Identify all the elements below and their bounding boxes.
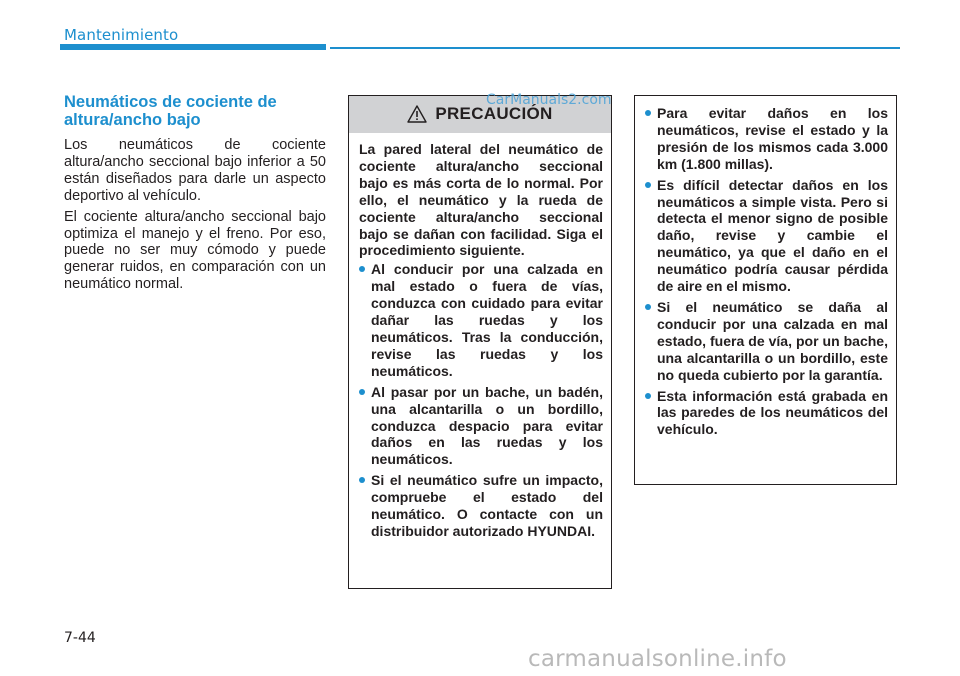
- watermark-top: CarManuals2.com: [486, 92, 612, 108]
- section-heading: Neumáticos de cociente de altura/ancho bajo: [64, 93, 277, 129]
- page-number: 7-44: [64, 630, 96, 646]
- body-paragraph-1: Los neumáticos de cociente altura/ancho seccional bajo inferior a 50 están diseñados para darle un aspecto deportivo al vehículo.: [64, 137, 326, 204]
- watermark-bottom: carmanualsonline.info: [528, 646, 787, 672]
- bullet-dot-icon: [645, 110, 651, 116]
- list-item: [645, 105, 888, 173]
- warning-triangle-icon: [407, 105, 427, 123]
- section-header-title: Mantenimiento: [64, 26, 179, 44]
- notes-box: [634, 95, 897, 485]
- caution-intro: La pared lateral del neumático de cociente altura/ancho seccional bajo es más corta de lo normal. Por ello, el neumático y la rueda de cociente altura/ancho seccional bajo se dañan con facilidad. Siga el procedimiento siguiente.: [359, 141, 603, 259]
- bullet-text: Al conducir por una calzada en mal estado o fuera de vías, conduzca con cuidado para evitar dañar las ruedas y los neumáticos. Tras la conducción, revise las ruedas y los neumáticos.: [371, 261, 603, 379]
- bullet-text: Si el neumático sufre un impacto, compruebe el estado del neumático. O contacte con un distribuidor autorizado HYUNDAI.: [371, 472, 603, 539]
- bullet-dot-icon: [359, 389, 365, 395]
- caution-body: [349, 133, 611, 540]
- caution-bullet-list: [359, 261, 603, 540]
- bullet-text: Esta información está grabada en las paredes de los neumáticos del vehículo.: [657, 387, 888, 438]
- body-text-column: [64, 137, 326, 297]
- caution-box: [348, 95, 612, 589]
- bullet-dot-icon: [645, 182, 651, 188]
- list-item: [359, 261, 603, 379]
- bullet-text: Para evitar daños en los neumáticos, revise el estado y la presión de los mismos cada 3.000 km (1.800 millas).: [657, 105, 888, 172]
- bullet-dot-icon: [359, 266, 365, 272]
- notes-bullet-list: [645, 105, 888, 438]
- list-item: [645, 299, 888, 384]
- bullet-dot-icon: [359, 477, 365, 483]
- bullet-dot-icon: [645, 393, 651, 399]
- bullet-text: Es difícil detectar daños en los neumáticos a simple vista. Pero si detecta el menor signo de posible daño, revise y cambie el neumático, ya que el daño en el neumático podría causar pérdida de aire en el mismo.: [657, 176, 888, 295]
- list-item: [359, 384, 603, 469]
- header-rule-thin: [330, 47, 900, 49]
- list-item: [645, 177, 888, 295]
- bullet-text: Al pasar por un bache, un badén, una alcantarilla o un bordillo, conduzca despacio para evitar daños en las ruedas y los neumáticos.: [371, 383, 603, 468]
- body-paragraph-2: El cociente altura/ancho seccional bajo optimiza el manejo y el freno. Por eso, puede no ser muy cómodo y puede generar ruidos, en comparación con un neumático normal.: [64, 208, 326, 293]
- caution-label: PRECAUCIÓN: [435, 104, 553, 123]
- notes-body: [635, 96, 896, 438]
- header-rule-thick: [60, 44, 326, 50]
- bullet-dot-icon: [645, 304, 651, 310]
- bullet-text: Si el neumático se daña al conducir por una calzada en mal estado, fuera de vía, por un bache, una alcantarilla o un bordillo, este no queda cubierto por la garantía.: [657, 298, 888, 383]
- list-item: [645, 388, 888, 439]
- list-item: [359, 472, 603, 540]
